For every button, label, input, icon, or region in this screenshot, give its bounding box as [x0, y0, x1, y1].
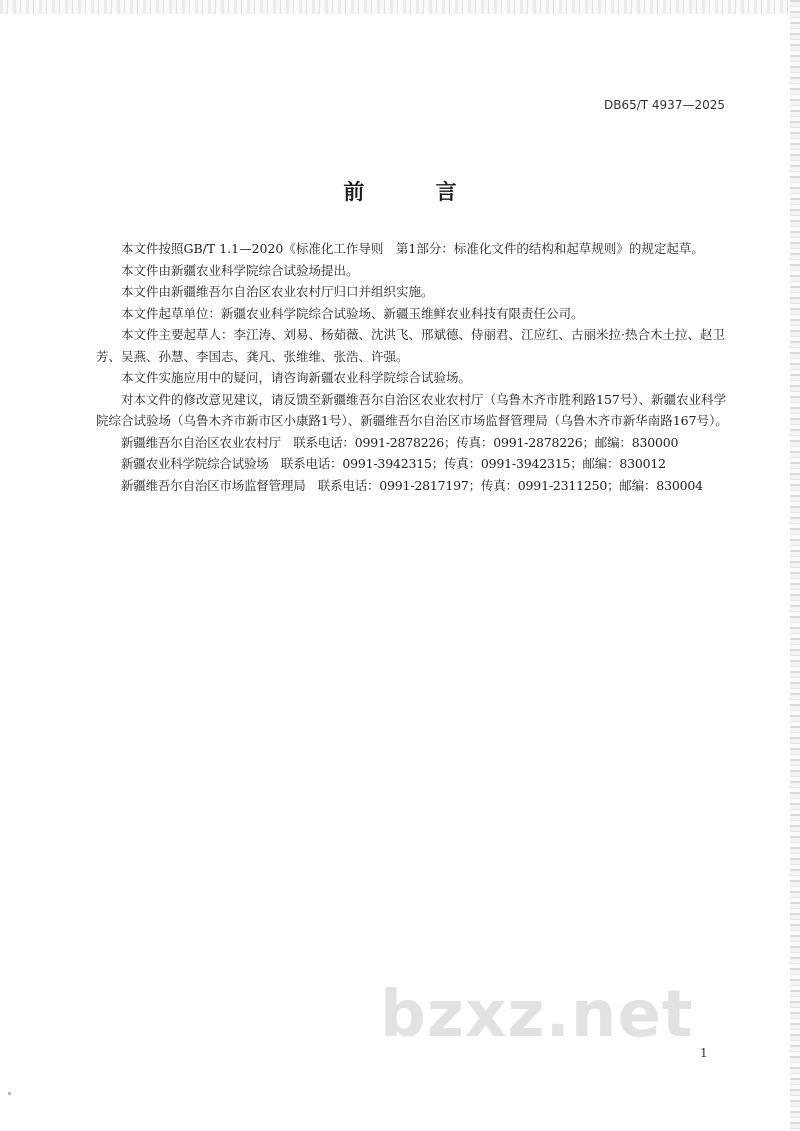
page-title: 前 言	[343, 180, 489, 204]
contact-line-market-regulation: 新疆维吾尔自治区市场监督管理局 联系电话：0991-2817197；传真：0991-2311250；邮编：830004	[121, 477, 703, 493]
paragraph-drafting-basis: 本文件按照GB/T 1.1—2020《标准化工作导则 第1部分：标准化文件的结构和起草规则》的规定起草。	[121, 241, 704, 256]
contact-line-test-farm: 新疆农业科学院综合试验场 联系电话：0991-3942315；传真：0991-3942315；邮编：830012	[121, 456, 666, 471]
paragraph-proposer: 本文件由新疆农业科学院综合试验场提出。	[121, 262, 359, 278]
scan-speck	[8, 1092, 11, 1095]
document-code: DB65/T 4937—2025	[603, 98, 725, 112]
page-number: 1	[700, 1046, 708, 1060]
scan-edge-top	[0, 0, 800, 14]
scan-edge-right	[790, 0, 800, 1131]
paragraph-feedback: 对本文件的修改意见建议，请反馈至新疆维吾尔自治区农业农村厅（乌鲁木齐市胜利路157号）、新疆农业科学院综合试验场（乌鲁木齐市新市区小康路1号）、新疆维吾尔自治区市场监督管理局（乌鲁木齐市新华南路167号）。	[96, 391, 728, 428]
paragraph-drafting-units: 本文件起草单位：新疆农业科学院综合试验场、新疆玉维鲜农业科技有限责任公司。	[121, 305, 584, 321]
paragraph-administrator: 本文件由新疆维吾尔自治区农业农村厅归口并组织实施。	[121, 284, 434, 299]
paragraph-drafters: 本文件主要起草人：李江涛、刘易、杨茹薇、沈洪飞、邢斌德、侍丽君、江应红、古丽米拉·热合木土拉、赵卫芳、吴燕、孙慧、李国志、龚凡、张维维、张浩、许强。	[96, 327, 725, 364]
watermark: bzxz.net	[380, 978, 694, 1052]
foreword-body	[96, 238, 732, 496]
paragraph-inquiry: 本文件实施应用中的疑问，请咨询新疆农业科学院综合试验场。	[121, 370, 472, 385]
contact-line-agriculture-dept: 新疆维吾尔自治区农业农村厅 联系电话：0991-2878226；传真：0991-2878226；邮编：830000	[121, 434, 679, 450]
